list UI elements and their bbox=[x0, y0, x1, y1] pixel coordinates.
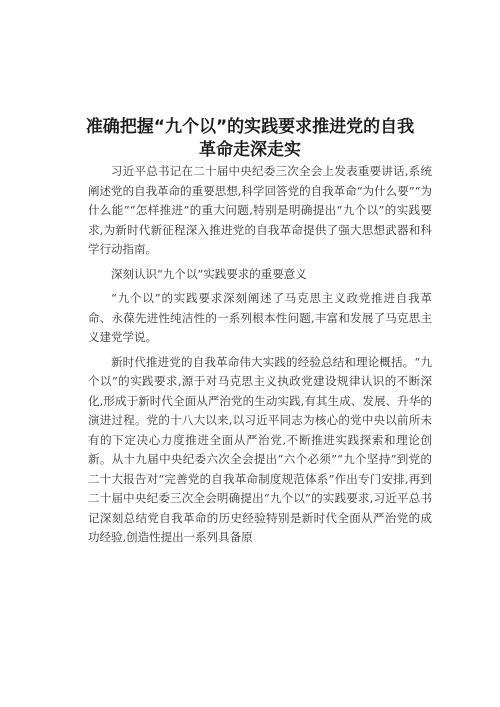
document-body bbox=[88, 162, 432, 553]
section-heading: 深刻认识“九个以”实践要求的重要意义 bbox=[111, 266, 307, 281]
document-title-line-2: 革命走深走实 bbox=[199, 140, 301, 160]
intro-paragraph: 习近平总书记在二十届中央纪委三次全会上发表重要讲话,系统阐述党的自我革命的重要思想,科学回答党的自我革命“为什么要”“为什么能”“怎样推进”的重大问题,特别是明确提出“九个以”的实践要求,为新时代新征程深入推进党的自我革命提供了强大思想武器和科学行动指南。 bbox=[88, 164, 432, 256]
body-paragraph: “九个以”的实践要求深刻阐述了马克思主义政党推进自我革命、永葆先进性纯洁性的一系列根本性问题,丰富和发展了马克思主义建党学说。 bbox=[88, 291, 432, 344]
document-title-line-1: 准确把握“九个以”的实践要求推进党的自我 bbox=[85, 117, 415, 137]
body-paragraph: 新时代推进党的自我革命伟大实践的经验总结和理论概括。“九个以”的实践要求,源于对马克思主义执政党建设规律认识的不断深化,形成于新时代全面从严治党的生动实践,有其生成、发展、升华的演进过程。党的十八大以来,以习近平同志为核心的党中央以前所未有的下定决心力度推进全面从严治党,不断推进实践探索和理论创新。从十九届中央纪委六次全会提出“六个必须”“九个坚持”到党的二十大报告对“完善党的自我革命制度规范体系”作出专门安排,再到二十届中央纪委三次全会明确提出“九个以”的实践要求,习近平总书记深刻总结党自我革命的历史经验特别是新时代全面从严治党的成功经验,创造性提出一系列具备原 bbox=[88, 354, 432, 544]
